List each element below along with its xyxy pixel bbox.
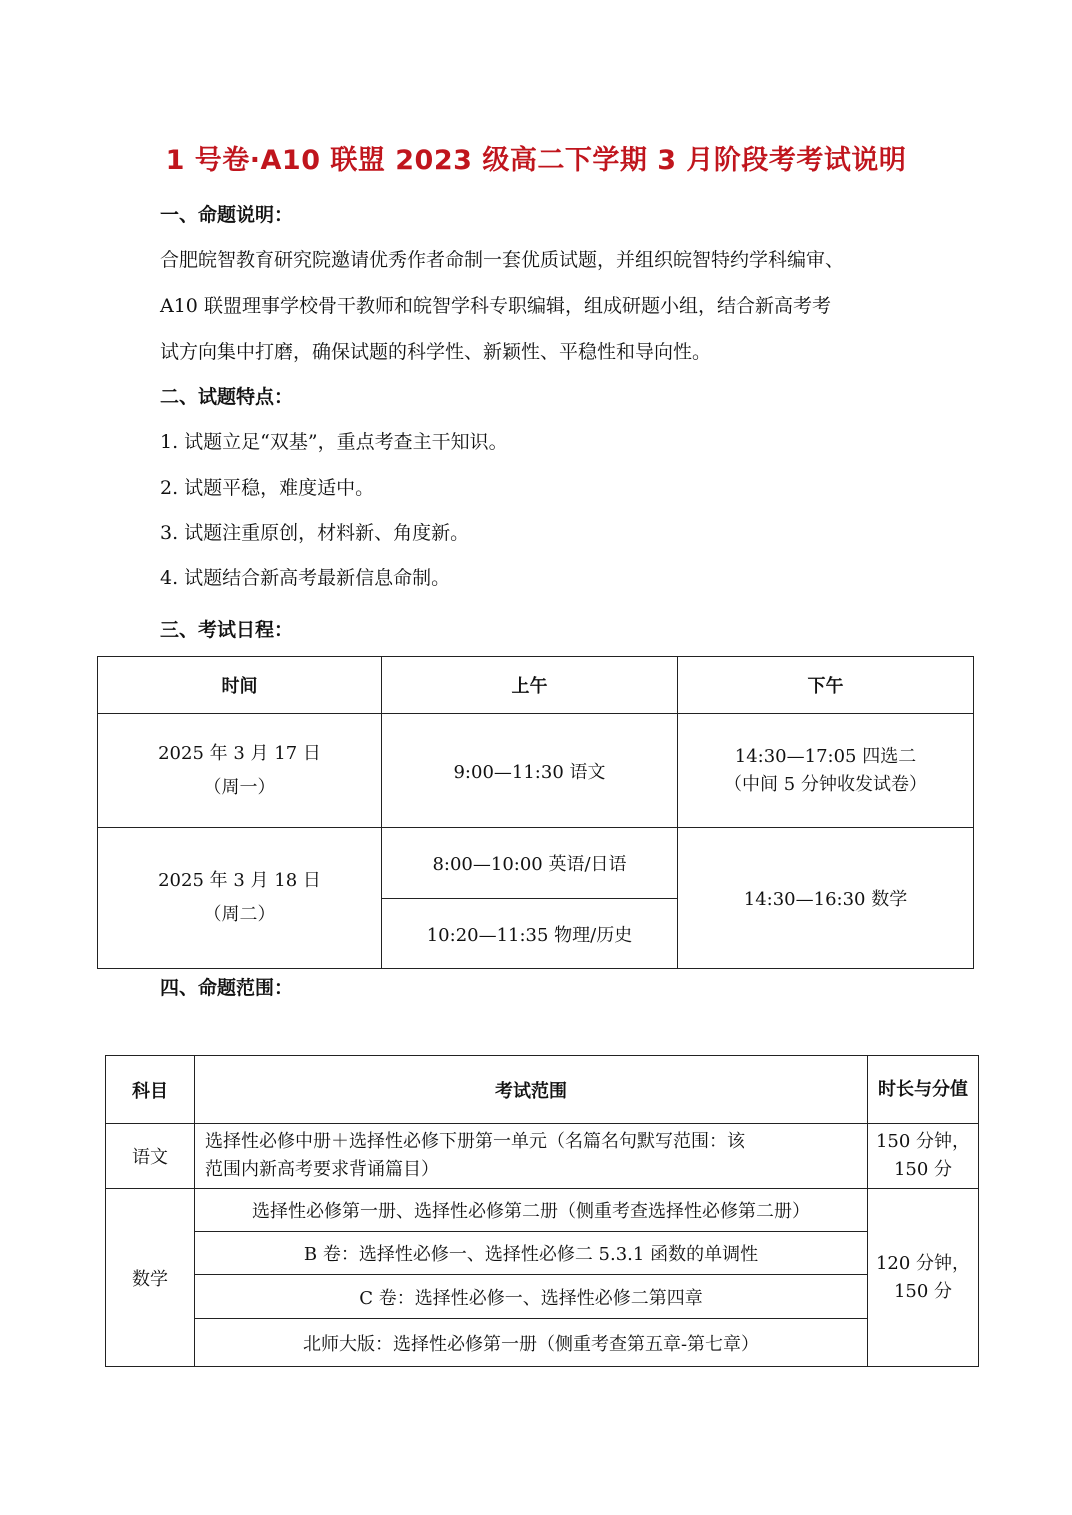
day1-afternoon: 14:30—17:05 四选二 (734, 745, 917, 767)
day1-morning: 9:00—11:30 语文 (382, 714, 678, 828)
day2-morning-1: 8:00—10:00 英语/日语 (382, 828, 678, 899)
section-heading-4: 四、命题范围： (160, 977, 294, 999)
math-duration: 120 分钟， (875, 1252, 971, 1274)
feature-item-3: 3. 试题注重原创，材料新、角度新。 (160, 522, 470, 544)
day2-morning-2: 10:20—11:35 物理/历史 (382, 899, 678, 969)
math-score: 150 分 (893, 1280, 953, 1302)
section-heading-2: 二、试题特点： (160, 386, 294, 408)
day1-date-cell (98, 714, 382, 828)
day2-afternoon: 14:30—16:30 数学 (678, 828, 974, 969)
math-subject: 数学 (106, 1189, 195, 1367)
header-morning: 上午 (382, 657, 678, 714)
table-row (106, 1275, 979, 1319)
table-row (98, 657, 974, 714)
chinese-range-line-2: 范围内新高考要求背诵篇目） (205, 1159, 439, 1180)
table-row (106, 1189, 979, 1232)
day2-date-cell (98, 828, 382, 969)
table-row (98, 714, 974, 828)
math-range-2: B 卷：选择性必修一、选择性必修二 5.3.1 函数的单调性 (195, 1232, 868, 1275)
day2-date: 2025 年 3 月 18 日 (158, 870, 321, 891)
chinese-range (195, 1124, 868, 1189)
math-range-1: 选择性必修第一册、选择性必修第二册（侧重考查选择性必修第二册） (195, 1189, 868, 1232)
table-row (106, 1056, 979, 1124)
day1-weekday: （周一） (203, 776, 276, 798)
day1-afternoon-cell (678, 714, 974, 828)
scope-table (105, 1055, 979, 1367)
section-heading-1: 一、命题说明： (160, 204, 294, 226)
chinese-duration: 150 分钟， (875, 1131, 971, 1152)
feature-item-1: 1. 试题立足“双基”，重点考查主干知识。 (160, 431, 508, 453)
math-range-3: C 卷：选择性必修一、选择性必修二第四章 (195, 1275, 868, 1319)
table-row (106, 1232, 979, 1275)
header-duration: 时长与分值 (868, 1056, 979, 1124)
table-row (98, 828, 974, 899)
header-range: 考试范围 (195, 1056, 868, 1124)
chinese-subject: 语文 (106, 1124, 195, 1189)
day2-weekday: （周二） (203, 904, 276, 925)
chinese-range-line-1: 选择性必修中册＋选择性必修下册第一单元（名篇名句默写范围：该 (205, 1131, 745, 1152)
paragraph-line-3: 试方向集中打磨，确保试题的科学性、新颖性、平稳性和导向性。 (160, 341, 712, 363)
math-duration-cell (868, 1189, 979, 1367)
page-title: 1 号卷·A10 联盟 2023 级高二下学期 3 月阶段考考试说明 (165, 145, 907, 176)
chinese-score: 150 分 (893, 1159, 953, 1180)
day1-afternoon-note: （中间 5 分钟收发试卷） (724, 773, 927, 795)
day1-date: 2025 年 3 月 17 日 (158, 742, 321, 764)
math-range-4: 北师大版：选择性必修第一册（侧重考查第五章-第七章） (195, 1319, 868, 1367)
schedule-table (97, 656, 974, 969)
feature-item-4: 4. 试题结合新高考最新信息命制。 (160, 567, 451, 589)
feature-item-2: 2. 试题平稳，难度适中。 (160, 477, 375, 499)
paragraph-line-2: A10 联盟理事学校骨干教师和皖智学科专职编辑，组成研题小组，结合新高考考 (160, 295, 831, 317)
paragraph-line-1: 合肥皖智教育研究院邀请优秀作者命制一套优质试题，并组织皖智特约学科编审、 (160, 249, 845, 271)
header-subject: 科目 (106, 1056, 195, 1124)
table-row (106, 1319, 979, 1367)
header-afternoon: 下午 (678, 657, 974, 714)
section-heading-3: 三、考试日程： (160, 619, 294, 641)
header-time: 时间 (98, 657, 382, 714)
table-row (106, 1124, 979, 1189)
chinese-duration-cell (868, 1124, 979, 1189)
